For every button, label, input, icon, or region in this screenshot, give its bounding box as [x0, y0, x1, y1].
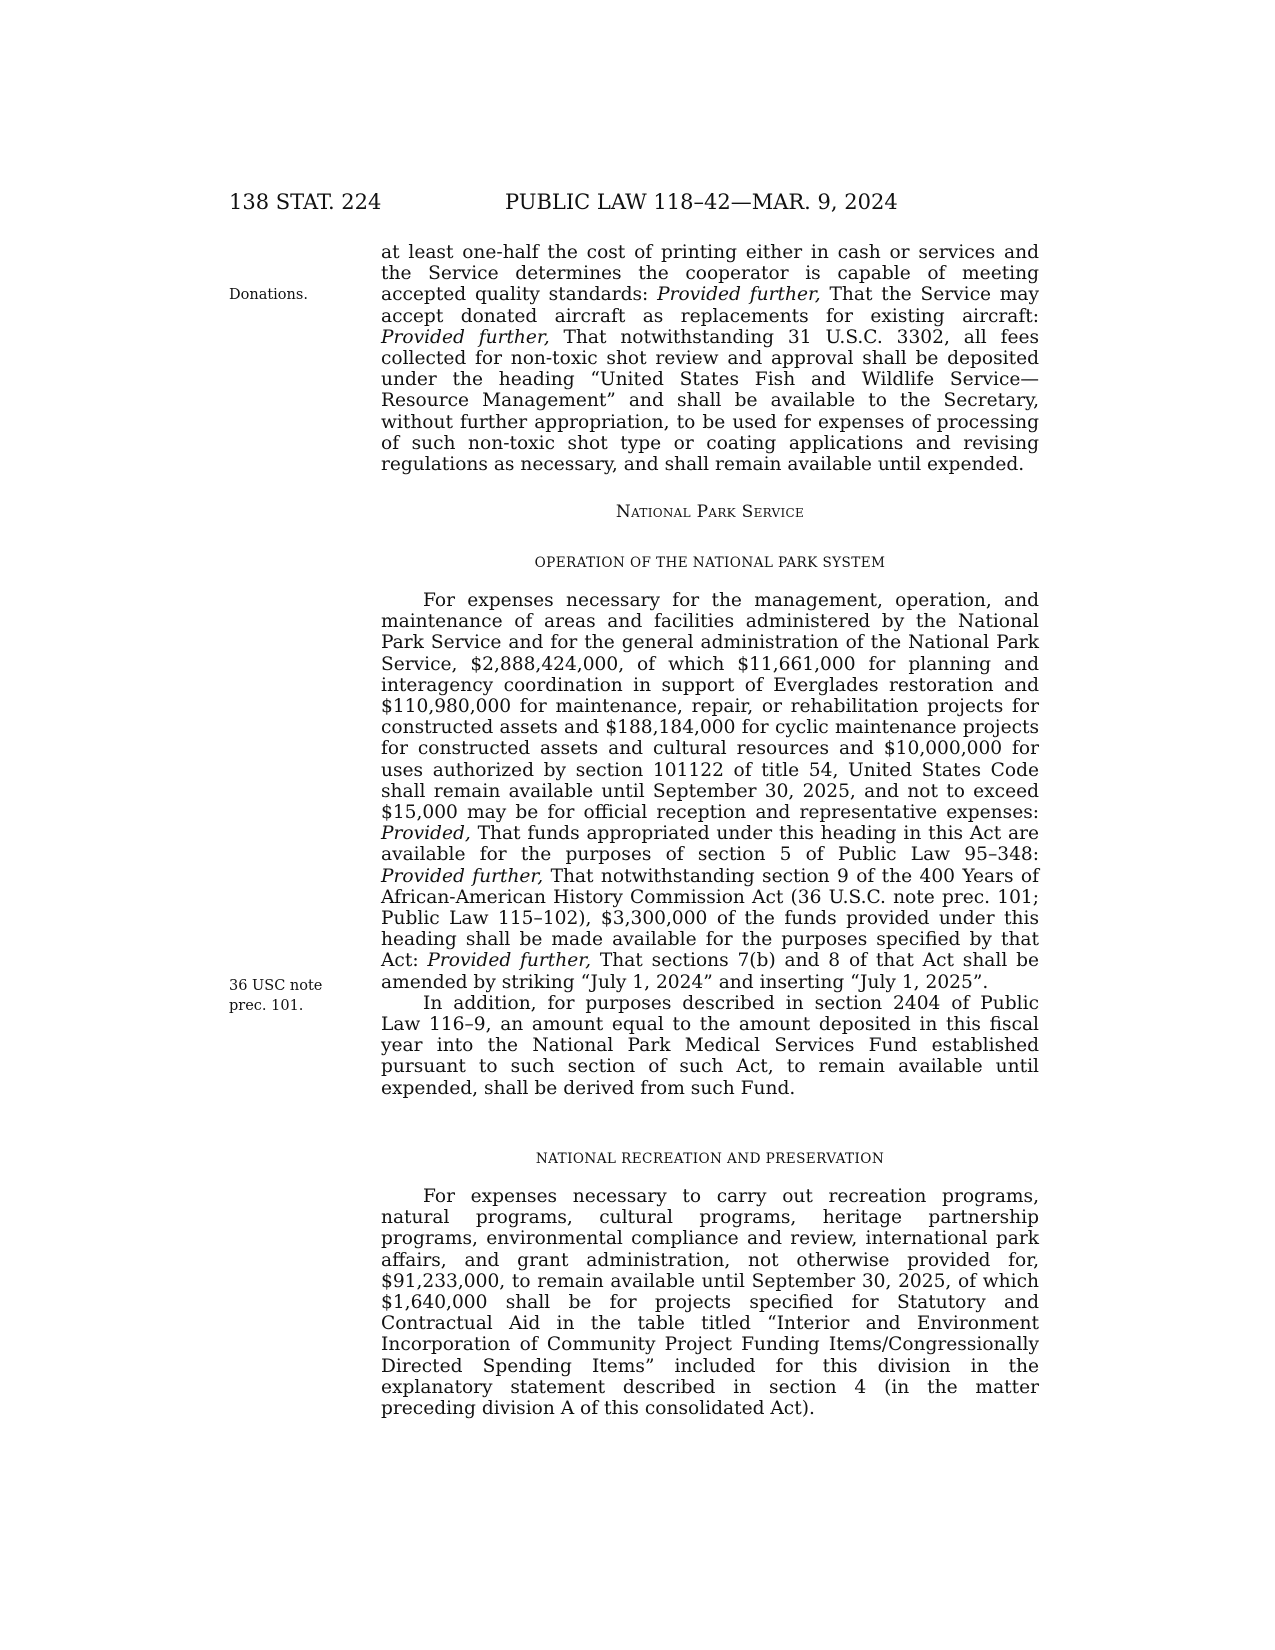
section-heading-recreation: NATIONAL RECREATION AND PRESERVATION: [535, 1151, 885, 1167]
paragraph: [381, 242, 1039, 475]
recreation-section: [381, 1186, 1039, 1419]
text-run: For expenses necessary for the management, operation, and maintenance of areas and facilities administered by the National Park Service and for the general administration of the National Park Service, $2,888,424,000, of which $11,661,000 for planning and interagency coordination in support of Everglades restoration and $110,980,000 for maintenance, repair, or rehabilitation projects for constructed assets and $188,184,000 for cyclic maintenance projects for constructed assets and cultural resources and $10,000,000 for uses authorized by section 101122 of title 54, United States Code shall remain available until September 30, 2025, and not to exceed $15,000 may be for official reception and representative expenses:: [381, 590, 1039, 824]
italic-proviso: Provided further,: [657, 284, 821, 306]
continued-paragraph: [381, 242, 1039, 475]
margin-note-usc: 36 USC note prec. 101.: [229, 978, 323, 1014]
margin-note-donations: Donations.: [229, 287, 308, 303]
italic-proviso: Provided further,: [427, 950, 592, 972]
paragraph: In addition, for purposes described in section 2404 of Public Law 116–9, an amount equal to the amount deposited in this fiscal year into the National Park Medical Services Fund established pursuant to such section of such Act, to remain available until expended, shall be derived from such Fund.: [381, 992, 1039, 1099]
text-run: That funds appropriated under this heading in this Act are available for the purposes of section 5 of Public Law 95–348:: [381, 823, 1039, 866]
paragraph: [381, 590, 1039, 993]
text-run: That notwithstanding 31 U.S.C. 3302, all fees collected for non-toxic shot review and approval shall be deposited under the heading “United States Fish and Wildlife Service—Resource Management” and shall be available to the Secretary, without further appropriation, to be used for expenses of processing of such non-toxic shot type or coating applications and revising regulations as necessary, and shall remain available until expended.: [381, 326, 1039, 476]
text-run: at least one-half the cost of printing either in cash or services and the Service determines the cooperator is capable of meeting accepted quality standards:: [381, 242, 1039, 306]
italic-proviso: Provided further,: [381, 865, 544, 887]
text-run: That the Service may accept donated aircraft as replacements for existing aircraft:: [381, 284, 1040, 327]
section-heading-operations: OPERATION OF THE NATIONAL PARK SYSTEM: [534, 555, 886, 571]
agency-heading: National Park Service: [615, 502, 805, 522]
italic-proviso: Provided,: [381, 823, 471, 845]
text-run: That notwithstanding section 9 of the 400 Years of African-American History Commission Act (36 U.S.C. note prec. 101; Public Law 115–102), $3,300,000 of the funds provided under this heading shall be made available for the purposes specified by that Act:: [381, 865, 1040, 972]
italic-proviso: Provided further,: [381, 326, 550, 348]
text-run: That sections 7(b) and 8 of that Act shall be amended by striking “July 1, 2024” and inserting “July 1, 2025”.: [381, 950, 1039, 993]
operations-section: [381, 590, 1039, 1099]
paragraph: For expenses necessary to carry out recreation programs, natural programs, cultural programs, heritage partnership programs, environmental compliance and review, international park affairs, and grant administration, not otherwise provided for, $91,233,000, to remain available until September 30, 2025, of which $1,640,000 shall be for projects specified for Statutory and Contractual Aid in the table titled “Interior and Environment Incorporation of Community Project Funding Items/Congressionally Directed Spending Items” included for this division in the explanatory statement described in section 4 (in the matter preceding division A of this consolidated Act).: [381, 1186, 1039, 1420]
stat-citation: 138 STAT. 224: [229, 190, 382, 214]
law-title: PUBLIC LAW 118–42—MAR. 9, 2024: [505, 190, 898, 214]
